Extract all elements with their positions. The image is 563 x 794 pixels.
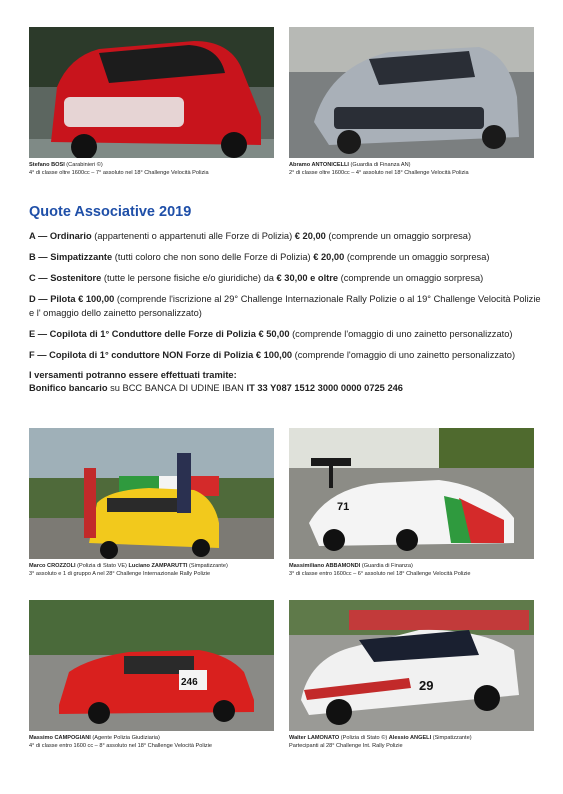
quote-f: F — Copilota di 1° conduttore NON Forze di Polizia € 100,00 (comprende l'omaggio di uno zainetto personalizzato): [29, 350, 516, 360]
caption-photo-2: Abramo ANTONICELLI (Guardia di Finanza AN) 2° di classe oltre 1600cc – 4° assoluto nel 18° Challenge Velocità Polizia: [289, 162, 469, 176]
quote-d: D — Pilota € 100,00 (comprende l'iscrizione al 29° Challenge Internazionale Rally Polizie o al 19° Challenge Velocità Polizie e l' omaggio dello zainetto personalizzato): [29, 294, 541, 318]
car-number-71: 71: [337, 501, 350, 513]
quote-e: E — Copilota di 1° Conduttore delle Forze di Polizia € 50,00 (comprende l'omaggio di uno zainetto personalizzato): [29, 329, 513, 339]
photo-crozzoli-zamparutti: [29, 428, 274, 559]
photo-lamonato-angeli: [289, 600, 534, 731]
car-number-246: 246: [181, 677, 198, 688]
caption-photo-6: Walter LAMONATO (Polizia di Stato ©) Alessio ANGELI (Simpatizzante) Partecipanti al 28° Challenge Int. Rally Polizie: [289, 735, 472, 749]
caption-photo-5: Massimo CAMPOGIANI (Agente Polizia Giudiziaria) 4° di classe entro 1600 cc – 8° assoluto nel 18° Challenge Velocità Polizie: [29, 735, 213, 749]
section-title: Quote Associative 2019: [29, 204, 192, 220]
photo-massimo-campogiani: [29, 600, 274, 731]
photo-stefano-bosi: [29, 27, 274, 158]
photo-massimiliano-abbamondi: [289, 428, 534, 559]
quote-b: B — Simpatizzante (tutti coloro che non sono delle Forze di Polizia) € 20,00 (comprende un omaggio sorpresa): [29, 252, 490, 262]
caption-photo-3: Marco CROZZOLI (Polizia di Stato VE) Luciano ZAMPARUTTI (Simpatizzante) 3° assoluto e 1 di gruppo A nel 28° Challenge Internazionale Rally Polizie: [29, 563, 228, 577]
quote-c: C — Sostenitore (tutte le persone fisiche e/o giuridiche) da € 30,00 e oltre (comprende un omaggio sorpresa): [29, 273, 484, 283]
photo-abramo-antonicelli: [289, 27, 534, 158]
quote-a: A — Ordinario (appartenenti o appartenuti alle Forze di Polizia) € 20,00 (comprende un omaggio sorpresa): [29, 231, 472, 241]
caption-photo-4: Massimiliano ABBAMONDI (Guardia di Finanza) 3° di classe entro 1600cc – 6° assoluto nel 18° Challenge Velocità Polizie: [289, 563, 471, 577]
payment-info: I versamenti potranno essere effettuati tramite: Bonifico bancario su BCC BANCA DI UDINE IBAN IT 33 Y087 1512 3000 0000 0725 246: [29, 370, 403, 393]
caption-photo-1: Stefano BOSI (Carabinieri ©) 4° di classe oltre 1600cc – 7° assoluto nel 18° Challenge Velocità Polizia: [29, 162, 209, 176]
car-number-29: 29: [419, 678, 434, 693]
